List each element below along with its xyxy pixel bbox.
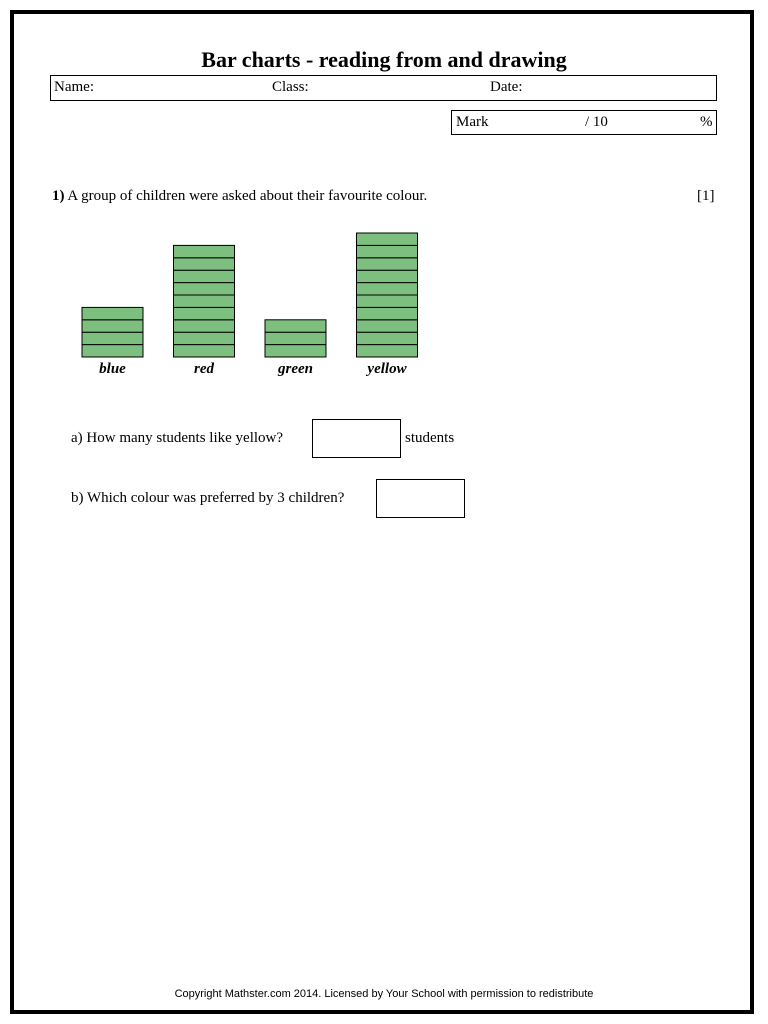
class-label: Class: — [272, 79, 309, 95]
bar-block — [174, 345, 235, 357]
category-label-blue: blue — [99, 361, 126, 377]
part-a-question: a) How many students like yellow? — [71, 430, 284, 446]
copyright-footer: Copyright Mathster.com 2014. Licensed by Your School with permission to redistribute — [174, 988, 594, 1000]
bar-block — [357, 320, 418, 332]
question-number: 1) — [52, 188, 65, 204]
bar-block — [357, 270, 418, 282]
bar-block — [82, 307, 143, 319]
part-b-answer-box[interactable] — [376, 479, 465, 518]
bar-blue — [82, 307, 143, 357]
category-label-red: red — [194, 361, 214, 377]
mark-label: Mark — [456, 114, 489, 130]
bar-block — [174, 245, 235, 257]
bar-block — [357, 245, 418, 257]
bar-block — [265, 320, 326, 332]
bar-red — [174, 245, 235, 357]
bar-block — [174, 258, 235, 270]
bar-block — [265, 345, 326, 357]
page-title: Bar charts - reading from and drawing — [201, 47, 567, 72]
bar-block — [82, 332, 143, 344]
bar-block — [82, 345, 143, 357]
question-marks: [1] — [697, 188, 715, 204]
bar-block — [357, 307, 418, 319]
bar-block — [357, 295, 418, 307]
bar-block — [357, 258, 418, 270]
percent-symbol: % — [700, 114, 713, 130]
category-label-yellow: yellow — [367, 361, 407, 377]
bar-block — [265, 332, 326, 344]
mark-total: / 10 — [585, 114, 608, 130]
category-label-green: green — [278, 361, 313, 377]
question-text: A group of children were asked about their favourite colour. — [64, 188, 428, 204]
part-b-question: b) Which colour was preferred by 3 children? — [71, 490, 345, 506]
bar-block — [174, 283, 235, 295]
bar-block — [357, 332, 418, 344]
bar-block — [174, 295, 235, 307]
bar-block — [174, 307, 235, 319]
bar-block — [82, 320, 143, 332]
bar-block — [357, 233, 418, 245]
part-a-unit: students — [405, 430, 455, 446]
date-label: Date: — [490, 79, 523, 95]
bar-yellow — [357, 233, 418, 357]
name-label: Name: — [54, 79, 94, 95]
bar-green — [265, 320, 326, 357]
bar-block — [357, 345, 418, 357]
bar-chart — [0, 0, 768, 400]
bar-block — [174, 320, 235, 332]
bar-block — [357, 283, 418, 295]
part-a-answer-box[interactable] — [312, 419, 401, 458]
bar-block — [174, 332, 235, 344]
bar-block — [174, 270, 235, 282]
